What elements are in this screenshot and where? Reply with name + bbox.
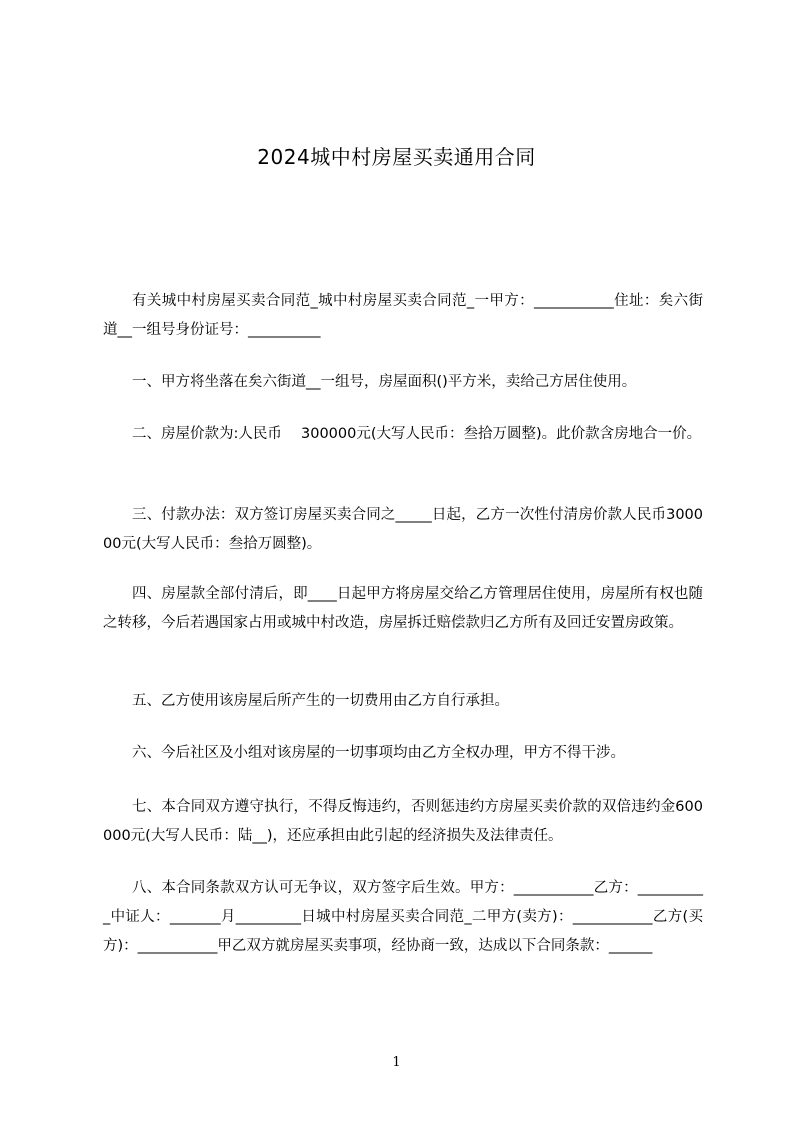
paragraph-intro: 有关城中村房屋买卖合同范_城中村房屋买卖合同范_一甲方：___________住址：矣六街道__一组号身份证号：__________ <box>103 293 703 338</box>
page-number: 1 <box>392 1055 401 1070</box>
paragraph-clause-7: 七、本合同双方遵守执行，不得反悔违约，否则惩违约方房屋买卖价款的双倍违约金600000元(大写人民币：陆__)，还应承担由此引起的经济损失及法律责任。 <box>103 799 703 844</box>
paragraph-clause-5: 五、乙方使用该房屋后所产生的一切费用由乙方自行承担。 <box>132 693 509 709</box>
paragraph-clause-6: 六、今后社区及小组对该房屋的一切事项均由乙方全权办理，甲方不得干涉。 <box>132 745 625 761</box>
paragraph-clause-8: 八、本合同条款双方认可无争议，双方签字后生效。甲方：___________乙方：__________中证人：_______月_________日城中村房屋买卖合同范_二甲方(卖方)：___________乙方(买方)：___________甲乙双方就房屋买卖事项，经协商一致，达成以下合同条款：______ <box>103 880 703 954</box>
paragraph-clause-4: 四、房屋款全部付清后，即____日起甲方将房屋交给乙方管理居住使用，房屋所有权也随之转移，今后若遇国家占用或城中村改造，房屋拆迁赔偿款归乙方所有及回迁安置房政策。 <box>103 586 703 631</box>
paragraph-clause-2: 二、房屋价款为:人民币 300000元(大写人民币：叁拾万圆整)。此价款含房地合一价。 <box>132 426 702 442</box>
paragraph-clause-1: 一、甲方将坐落在矣六街道__一组号，房屋面积()平方米，卖给己方居住使用。 <box>132 374 637 390</box>
paragraph-clause-3: 三、付款办法：双方签订房屋买卖合同之_____日起，乙方一次性付清房价款人民币300000元(大写人民币：叁拾万圆整)。 <box>103 507 703 552</box>
document-title: 2024城中村房屋买卖通用合同 <box>257 145 536 169</box>
